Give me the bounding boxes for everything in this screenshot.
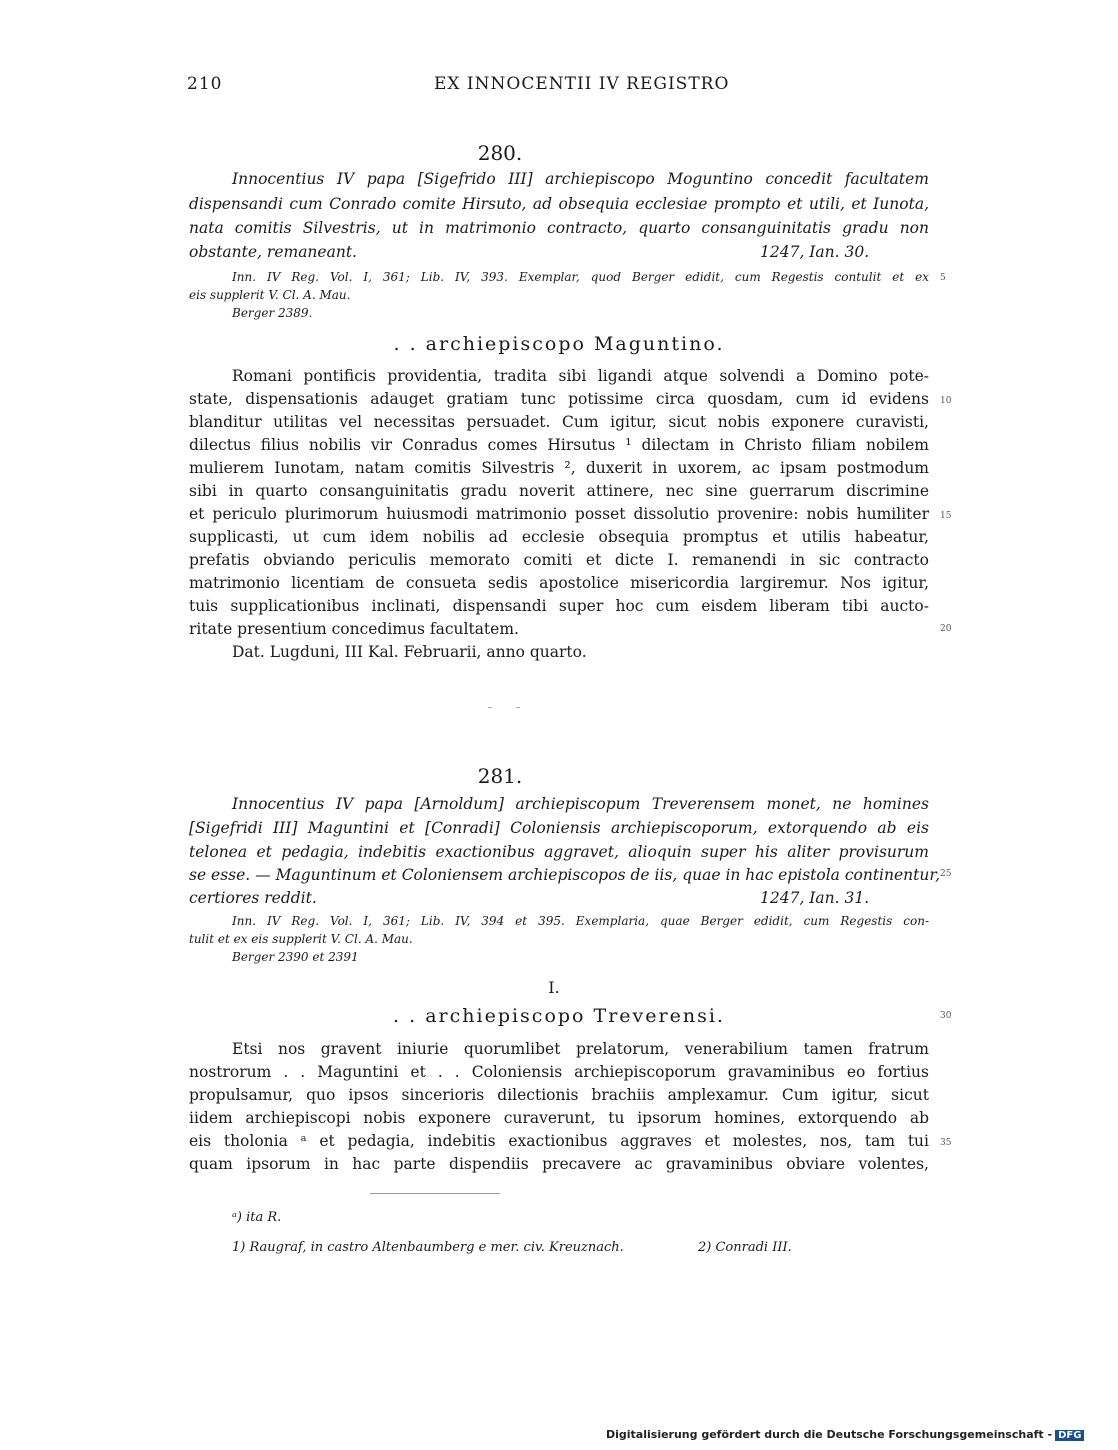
margin-line-number: 35: [940, 1138, 952, 1148]
footnote-2: 2) Conradi III.: [698, 1240, 792, 1255]
letter-281-text-line: eis tholonia ᵃ et pedagia, indebitis exactionibus aggraves et molestes, nos, tam tui: [189, 1132, 929, 1150]
footnote-separator: [370, 1193, 500, 1194]
margin-line-number: 5: [940, 273, 946, 283]
margin-line-number: 15: [940, 511, 952, 521]
letter-281-regest-line: Innocentius IV papa [Arnoldum] archiepiscopum Treverensem monet, ne homines: [232, 795, 929, 813]
page-number: 210: [187, 74, 223, 94]
letter-280-source: Inn. IV Reg. Vol. I, 361; Lib. IV, 393. Exemplar, quod Berger edidit, cum Regestis contulit et ex: [232, 270, 929, 284]
letter-280-text-line: supplicasti, ut cum idem nobilis ad ecclesie obsequia promptus et utilis habeatur,: [189, 528, 929, 546]
letter-280-text-line: mulierem Iunotam, natam comitis Silvestris ², duxerit in uxorem, ac ipsam postmodum: [189, 459, 929, 477]
funding-banner: [606, 1428, 1084, 1441]
letter-280-text-line: blanditur utilitas vel necessitas persuadet. Cum igitur, sicut nobis exponere curavisti,: [189, 413, 929, 431]
letter-281-regest-line: se esse. — Maguntinum et Coloniensem archiepiscopos de iis, quae in hac epistola continentur,: [189, 866, 940, 884]
letter-281-date: 1247, Ian. 31.: [760, 889, 870, 907]
letter-281-source: Inn. IV Reg. Vol. I, 361; Lib. IV, 394 et 395. Exemplaria, quae Berger edidit, cum Regestis con-: [232, 914, 929, 928]
letter-280-text-line: et periculo plurimorum huiusmodi matrimonio posset dissolutio provenire: nobis humiliter: [189, 505, 929, 523]
letter-280-berger-ref: Berger 2389.: [232, 306, 313, 320]
letter-280-text-line: state, dispensationis adauget gratiam tunc potissime circa quosdam, cum id evidens: [189, 390, 929, 408]
letter-280-regest-line: nata comitis Silvestris, ut in matrimonio contracto, quarto consanguinitatis gradu non: [189, 219, 929, 237]
footnote-variant: ᵃ) ita R.: [232, 1210, 282, 1225]
letter-281-berger-ref: Berger 2390 et 2391: [232, 950, 359, 964]
letter-281-text-line: propulsamur, quo ipsos sincerioris dilectionis brachiis amplexamur. Cum igitur, sicut: [189, 1086, 929, 1104]
margin-line-number: 10: [940, 396, 952, 406]
separator-mark: [516, 707, 520, 708]
letter-281-regest-line: certiores reddit.: [189, 889, 317, 907]
letter-280-text-line: dilectus filius nobilis vir Conradus comes Hirsutus ¹ dilectam in Christo filiam nobilem: [189, 436, 929, 454]
letter-280-regest-line: Innocentius IV papa [Sigefrido III] archiepiscopo Moguntino concedit facultatem: [232, 170, 929, 188]
letter-280-number: 280.: [477, 141, 523, 165]
margin-line-number: 25: [940, 869, 952, 879]
letter-280-dating: Dat. Lugduni, III Kal. Februarii, anno quarto.: [232, 643, 587, 661]
margin-line-number: 20: [940, 624, 952, 634]
letter-280-text-line: sibi in quarto consanguinitatis gradu noverit attinere, nec sine guerrarum discrimine: [189, 482, 929, 500]
letter-281-text-line: nostrorum . . Maguntini et . . Coloniensis archiepiscoporum gravaminibus eo fortius: [189, 1063, 929, 1081]
funding-banner-text: Digitalisierung gefördert durch die Deutsche Forschungsgemeinschaft -: [606, 1428, 1053, 1441]
letter-281-source: tulit et ex eis supplerit V. Cl. A. Mau.: [189, 932, 413, 946]
running-title: EX INNOCENTII IV REGISTRO: [434, 74, 730, 94]
letter-281-number: 281.: [477, 764, 523, 788]
letter-280-regest-line: obstante, remaneant.: [189, 243, 357, 261]
footnote-1: 1) Raugraf, in castro Altenbaumberg e mer. civ. Kreuznach.: [232, 1240, 624, 1255]
letter-280-text-line: prefatis obviando periculis memorato comiti et dicte I. remanendi in sic contracto: [189, 551, 929, 569]
letter-281-regest-line: telonea et pedagia, indebitis exactionibus aggravet, alioquin super his aliter provisurum: [189, 843, 929, 861]
letter-280-regest-line: dispensandi cum Conrado comite Hirsuto, ad obsequia ecclesiae prompto et utili, et Iunota,: [189, 195, 929, 213]
letter-280-text-line: Romani pontificis providentia, tradita sibi ligandi atque solvendi a Domino pote-: [232, 367, 929, 385]
letter-281-text-line: quam ipsorum in hac parte dispendiis precavere ac gravaminibus obviare volentes,: [189, 1155, 929, 1173]
letter-280-date: 1247, Ian. 30.: [760, 243, 870, 261]
letter-281-part: I.: [548, 978, 560, 997]
separator-mark: [488, 707, 492, 708]
dfg-logo: DFG: [1055, 1430, 1084, 1441]
letter-280-text-line: tuis supplicationibus inclinati, dispensandi super hoc cum eisdem liberam tibi aucto-: [189, 597, 929, 615]
letter-280-address: . . archiepiscopo Maguntino.: [393, 333, 725, 355]
letter-281-text-line: Etsi nos gravent iniurie quorumlibet prelatorum, venerabilium tamen fratrum: [232, 1040, 929, 1058]
letter-280-source: eis supplerit V. Cl. A. Mau.: [189, 288, 351, 302]
letter-281-text-line: iidem archiepiscopi nobis exponere curaverunt, tu ipsorum homines, extorquendo ab: [189, 1109, 929, 1127]
letter-281-regest-line: [Sigefridi III] Maguntini et [Conradi] Coloniensis archiepiscoporum, extorquendo ab eis: [189, 819, 929, 837]
letter-280-text-line: matrimonio licentiam de consueta sedis apostolice misericordia largiremur. Nos igitur,: [189, 574, 929, 592]
letter-280-text-line: ritate presentium concedimus facultatem.: [189, 620, 519, 638]
margin-line-number: 30: [940, 1011, 952, 1021]
letter-281-address: . . archiepiscopo Treverensi.: [393, 1005, 725, 1027]
